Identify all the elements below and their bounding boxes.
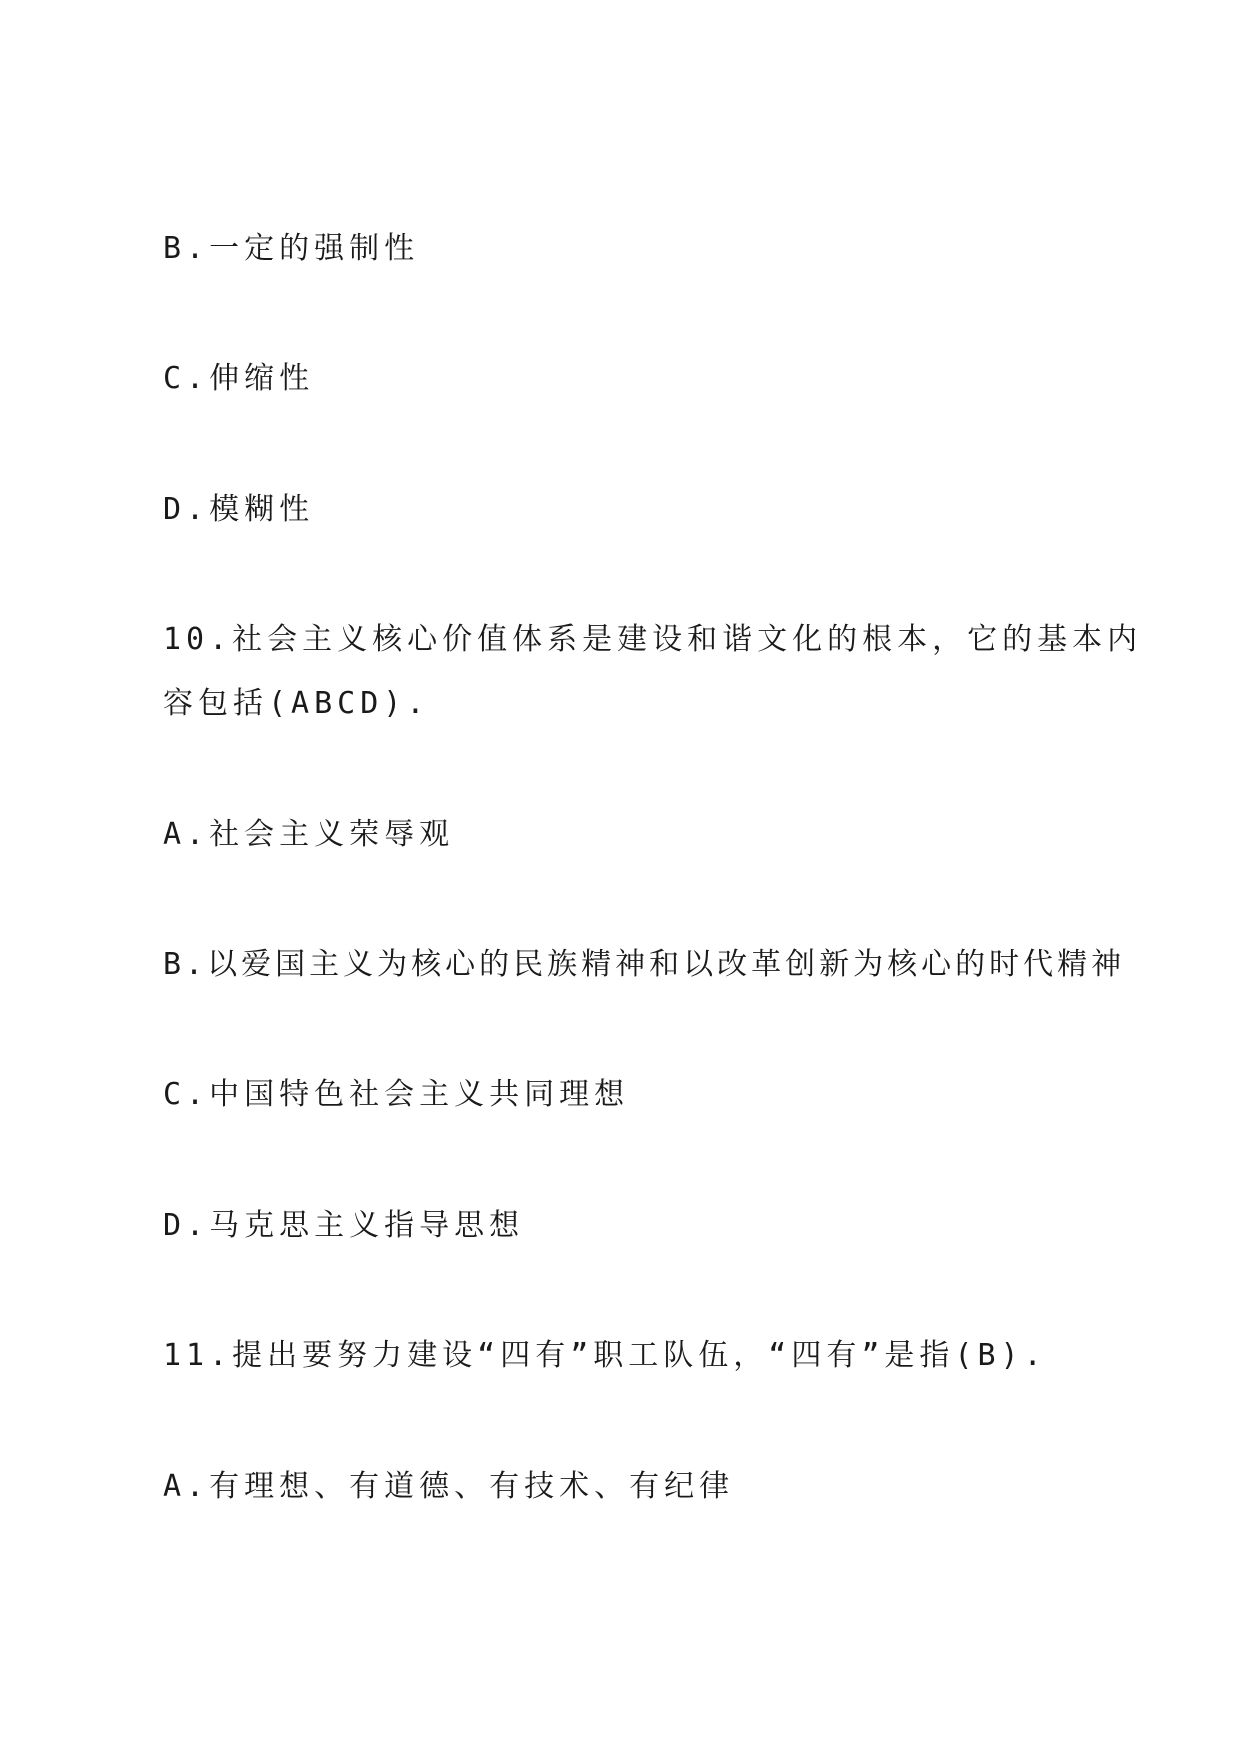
q10-option-b: B.以爱国主义为核心的民族精神和以改革创新为核心的时代精神 <box>163 947 1126 982</box>
q10-option-d: D.马克思主义指导思想 <box>163 1208 525 1243</box>
q9-option-b: B.一定的强制性 <box>163 231 420 266</box>
q10-stem-line1: 10.社会主义核心价值体系是建设和谐文化的根本，它的基本内 <box>163 622 1143 657</box>
q10-option-c: C.中国特色社会主义共同理想 <box>163 1077 630 1112</box>
q10-stem-line2: 容包括(ABCD). <box>163 686 430 721</box>
q11-option-a: A.有理想、有道德、有技术、有纪律 <box>163 1469 735 1504</box>
q11-stem: 11.提出要努力建设“四有”职工队伍，“四有”是指(B). <box>163 1338 1047 1373</box>
q9-option-c: C.伸缩性 <box>163 361 315 396</box>
q9-option-d: D.模糊性 <box>163 492 315 527</box>
q10-option-a: A.社会主义荣辱观 <box>163 817 455 852</box>
